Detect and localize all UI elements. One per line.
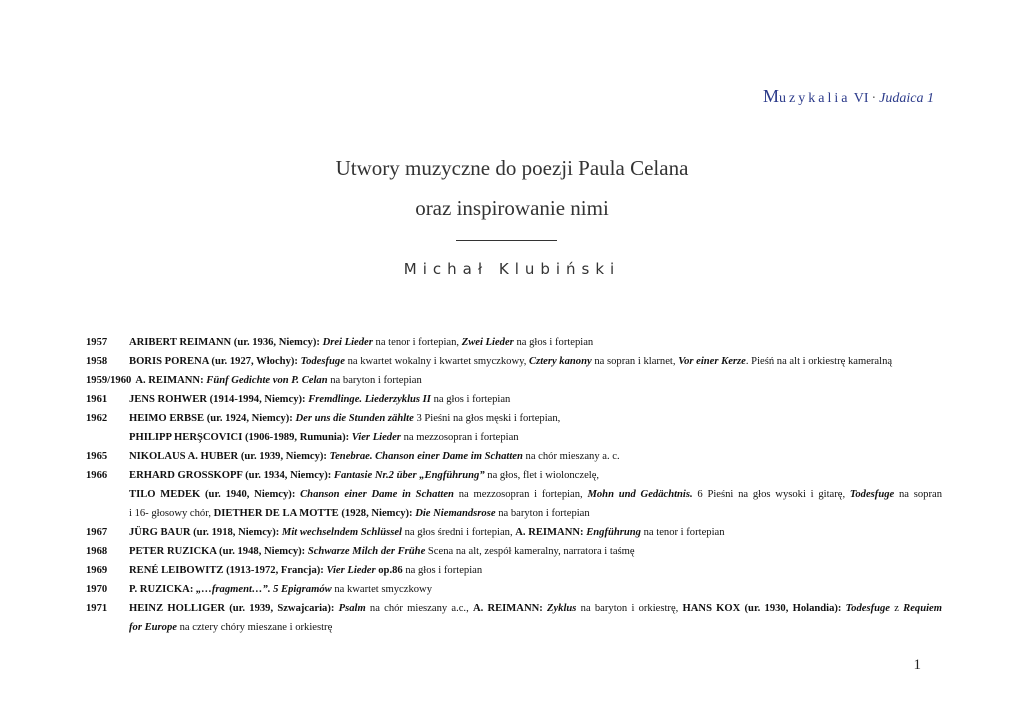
- work-title: Vier Lieder: [351, 432, 401, 443]
- composer: JÜRG BAUR (ur. 1918, Niemcy):: [129, 527, 282, 538]
- description: 6 Pieśni na głos wysoki i gitarę,: [697, 489, 850, 500]
- composer: HEINZ HOLLIGER (ur. 1939, Szwajcaria):: [129, 603, 339, 614]
- description: na chór mieszany a.c.,: [369, 603, 473, 614]
- description: z: [894, 603, 904, 614]
- header-subtitle: Judaica 1: [879, 91, 934, 106]
- description: na mezzosopran i fortepian: [400, 432, 519, 443]
- list-item-1970: [86, 580, 942, 599]
- description: na cztery chóry mieszane i orkiestrę: [176, 622, 333, 633]
- title-line-1: Utwory muzyczne do poezji Paula Celana: [335, 156, 689, 180]
- work-title: Engführung: [586, 527, 641, 538]
- work-title: Fünf Gedichte von P. Celan: [206, 375, 328, 386]
- composer: PETER RUZICKA (ur. 1948, Niemcy):: [129, 546, 308, 557]
- composer: A. REIMANN:: [135, 375, 207, 386]
- list-item-1967: [86, 523, 942, 542]
- year: 1961: [86, 394, 108, 405]
- description: Scena na alt, zespół kameralny, narratora i taśmę: [425, 546, 635, 557]
- work-title: Todesfuge: [849, 489, 895, 500]
- list-item-1959: [86, 371, 942, 390]
- description: na głos średni i fortepian,: [401, 527, 516, 538]
- list-item-1962-cont: [86, 428, 942, 447]
- list-item-1966: [86, 466, 942, 485]
- description: na głos i fortepian: [430, 394, 511, 405]
- work-title: Zyklus: [547, 603, 577, 614]
- description: na głos i fortepian: [513, 337, 594, 348]
- work-title: „…fragment…”. 5 Epigramów: [196, 584, 332, 595]
- description: 3 Pieśni na głos męski i fortepian,: [413, 413, 561, 424]
- year: 1971: [86, 603, 108, 614]
- description: na baryton i orkiestrę,: [580, 603, 683, 614]
- description: na kwartet smyczkowy: [331, 584, 433, 595]
- work-title: Fantasie Nr.2 über „Engführung”: [333, 470, 485, 481]
- description: na sopran: [899, 489, 942, 500]
- description: na chór mieszany a. c.: [522, 451, 620, 462]
- work-title: Drei Lieder: [322, 337, 373, 348]
- composer: P. RUZICKA:: [129, 584, 197, 595]
- year: 1962: [86, 413, 108, 424]
- running-header: [763, 86, 934, 107]
- work-title: for Europe: [129, 622, 177, 633]
- list-item-1965: [86, 447, 942, 466]
- list-item-1957: [86, 333, 942, 352]
- composer: RENÉ LEIBOWITZ (1913-1972, Francja):: [129, 565, 327, 576]
- list-item-1966-cont: [86, 485, 942, 504]
- list-item-1958: [86, 352, 942, 371]
- description: i 16- głosowy chór,: [129, 508, 214, 519]
- composer: BORIS PORENA (ur. 1927, Włochy):: [129, 356, 301, 367]
- composer: NIKOLAUS A. HUBER (ur. 1939, Niemcy):: [129, 451, 330, 462]
- work-title: Schwarze Milch der Frühe: [307, 546, 426, 557]
- description: na głos, flet i wiolonczelę,: [484, 470, 600, 481]
- header-series: uzykalia: [779, 91, 851, 106]
- list-item-1966-cont2: [86, 504, 942, 523]
- header-initial: M: [763, 86, 780, 106]
- description: na tenor i fortepian,: [372, 337, 462, 348]
- description: na baryton i fortepian: [327, 375, 422, 386]
- list-item-1971-cont: [86, 618, 942, 637]
- works-list: [86, 333, 942, 637]
- year: 1967: [86, 527, 108, 538]
- year: 1957: [86, 337, 108, 348]
- list-item-1961: [86, 390, 942, 409]
- composer: HEIMO ERBSE (ur. 1924, Niemcy):: [129, 413, 296, 424]
- work-title: Mit wechselndem Schlüssel: [281, 527, 402, 538]
- year: 1965: [86, 451, 108, 462]
- composer: A. REIMANN:: [515, 527, 587, 538]
- composer: A. REIMANN:: [472, 603, 547, 614]
- year: 1958: [86, 356, 108, 367]
- work-title: Todesfuge: [845, 603, 890, 614]
- description: na głos i fortepian: [402, 565, 483, 576]
- work-title: Mohn und Gedächtnis.: [587, 489, 693, 500]
- year: 1968: [86, 546, 108, 557]
- header-volume: VI: [853, 91, 869, 106]
- composer: HANS KOX (ur. 1930, Holandia):: [682, 603, 846, 614]
- header-separator: ·: [871, 91, 877, 106]
- title-divider: [456, 240, 557, 241]
- work-title: Cztery kanony: [529, 356, 592, 367]
- work-title: Tenebrae. Chanson einer Dame im Schatten: [329, 451, 523, 462]
- list-item-1969: [86, 561, 942, 580]
- composer: DIETHER DE LA MOTTE (1928, Niemcy):: [213, 508, 416, 519]
- description: na baryton i fortepian: [495, 508, 590, 519]
- year: 1966: [86, 470, 108, 481]
- description: . Pieśń na alt i orkiestrę kameralną: [745, 356, 893, 367]
- work-title: Todesfuge: [300, 356, 345, 367]
- description: na mezzosopran i fortepian,: [458, 489, 588, 500]
- description: na kwartet wokalny i kwartet smyczkowy,: [344, 356, 529, 367]
- description: na sopran i klarnet,: [591, 356, 679, 367]
- list-item-1968: [86, 542, 942, 561]
- composer: ARIBERT REIMANN (ur. 1936, Niemcy):: [129, 337, 323, 348]
- work-title: Psalm: [338, 603, 366, 614]
- composer: TILO MEDEK (ur. 1940, Niemcy):: [129, 489, 301, 500]
- work-title: Die Niemandsrose: [415, 508, 496, 519]
- year: 1969: [86, 565, 108, 576]
- work-title: Zwei Lieder: [461, 337, 514, 348]
- work-title: Fremdlinge. Liederzyklus II: [308, 394, 431, 405]
- description: na tenor i fortepian: [640, 527, 725, 538]
- work-title: Vor einer Kerze: [678, 356, 746, 367]
- work-title: Vier Lieder: [326, 565, 376, 576]
- work-title: Der uns die Stunden zählte: [295, 413, 414, 424]
- page-number: 1: [913, 657, 921, 673]
- list-item-1962: [86, 409, 942, 428]
- author-name: Michał Klubiński: [403, 260, 621, 278]
- composer: ERHARD GROSSKOPF (ur. 1934, Niemcy):: [129, 470, 334, 481]
- work-title: Chanson einer Dame in Schatten: [300, 489, 454, 500]
- composer: JENS ROHWER (1914-1994, Niemcy):: [129, 394, 309, 405]
- title-line-2: oraz inspirowanie nimi: [415, 196, 609, 220]
- composer: PHILIPP HERŞCOVICI (1906-1989, Rumunia):: [129, 432, 352, 443]
- year: 1970: [86, 584, 108, 595]
- work-title: Requiem: [903, 603, 942, 614]
- list-item-1971: [86, 599, 942, 618]
- year: 1959/1960: [86, 375, 132, 386]
- opus-number: op.86: [375, 565, 403, 576]
